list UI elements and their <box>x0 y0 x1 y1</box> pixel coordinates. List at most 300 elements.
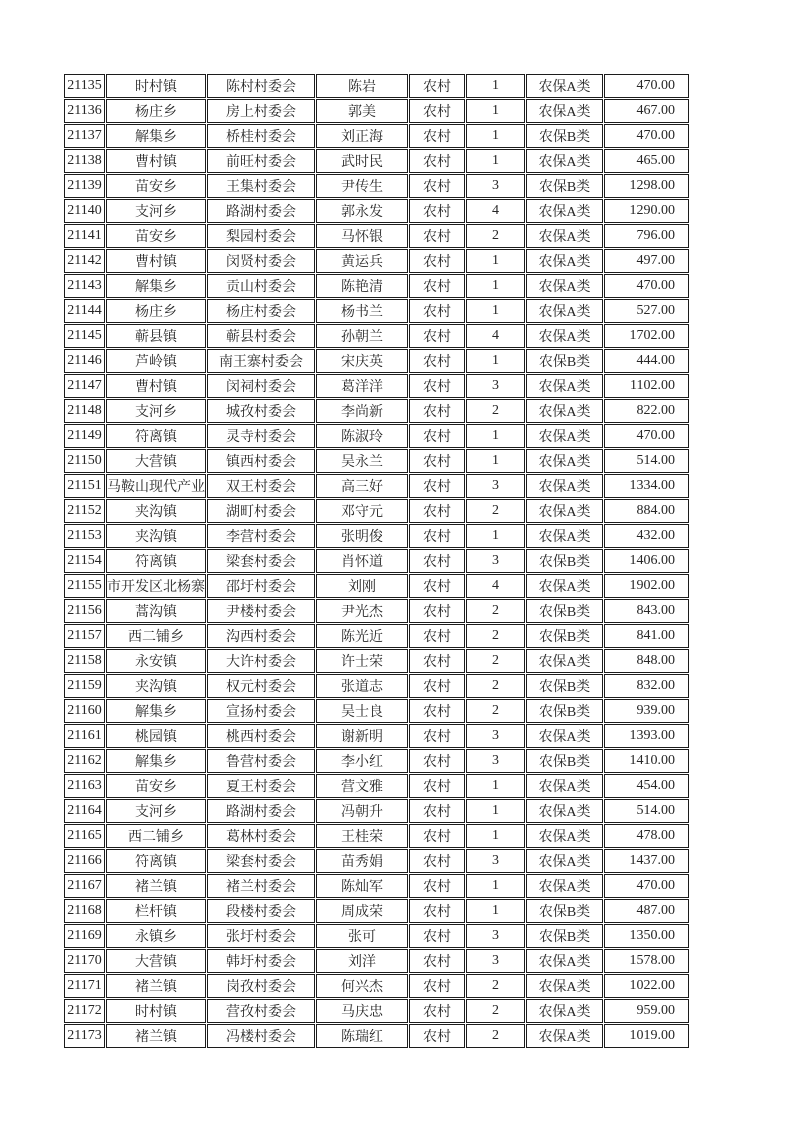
cell-village-committee: 葛林村委会 <box>207 824 315 848</box>
cell-amount: 470.00 <box>604 124 689 148</box>
cell-record-id: 21161 <box>64 724 105 748</box>
cell-insurance-type: 农保A类 <box>526 574 603 598</box>
cell-person-name: 陈岩 <box>316 74 408 98</box>
cell-amount: 884.00 <box>604 499 689 523</box>
table-row <box>64 574 689 598</box>
cell-person-name: 王桂荣 <box>316 824 408 848</box>
cell-person-name: 黄运兵 <box>316 249 408 273</box>
cell-township: 符离镇 <box>106 849 206 873</box>
cell-village-committee: 张圩村委会 <box>207 924 315 948</box>
cell-person-name: 许士荣 <box>316 649 408 673</box>
cell-residence-category: 农村 <box>409 499 465 523</box>
cell-person-name: 马庆忠 <box>316 999 408 1023</box>
cell-village-committee: 房上村委会 <box>207 99 315 123</box>
cell-amount: 1334.00 <box>604 474 689 498</box>
cell-village-committee: 鲁营村委会 <box>207 749 315 773</box>
cell-township: 符离镇 <box>106 424 206 448</box>
cell-village-committee: 冯楼村委会 <box>207 1024 315 1048</box>
table-row <box>64 924 689 948</box>
cell-township: 支河乡 <box>106 799 206 823</box>
cell-person-name: 马怀银 <box>316 224 408 248</box>
cell-amount: 444.00 <box>604 349 689 373</box>
cell-amount: 843.00 <box>604 599 689 623</box>
cell-township: 苗安乡 <box>106 774 206 798</box>
cell-residence-category: 农村 <box>409 224 465 248</box>
cell-insurance-type: 农保B类 <box>526 124 603 148</box>
cell-record-id: 21163 <box>64 774 105 798</box>
cell-township: 西二铺乡 <box>106 824 206 848</box>
cell-insurance-type: 农保A类 <box>526 74 603 98</box>
cell-village-committee: 梁套村委会 <box>207 549 315 573</box>
cell-village-committee: 湖町村委会 <box>207 499 315 523</box>
cell-township: 夹沟镇 <box>106 499 206 523</box>
cell-insurance-type: 农保A类 <box>526 849 603 873</box>
cell-insurance-type: 农保B类 <box>526 349 603 373</box>
cell-record-id: 21154 <box>64 549 105 573</box>
cell-person-count: 2 <box>466 599 525 623</box>
cell-residence-category: 农村 <box>409 349 465 373</box>
cell-insurance-type: 农保A类 <box>526 949 603 973</box>
cell-amount: 1019.00 <box>604 1024 689 1048</box>
cell-village-committee: 桃西村委会 <box>207 724 315 748</box>
cell-township: 符离镇 <box>106 549 206 573</box>
cell-village-committee: 双王村委会 <box>207 474 315 498</box>
cell-person-name: 陈瑞红 <box>316 1024 408 1048</box>
cell-person-count: 3 <box>466 849 525 873</box>
cell-residence-category: 农村 <box>409 174 465 198</box>
cell-village-committee: 尹楼村委会 <box>207 599 315 623</box>
cell-village-committee: 褚兰村委会 <box>207 874 315 898</box>
cell-amount: 1410.00 <box>604 749 689 773</box>
cell-amount: 1578.00 <box>604 949 689 973</box>
cell-person-count: 2 <box>466 1024 525 1048</box>
cell-person-name: 张可 <box>316 924 408 948</box>
cell-insurance-type: 农保A类 <box>526 474 603 498</box>
cell-person-count: 2 <box>466 224 525 248</box>
cell-township: 大营镇 <box>106 949 206 973</box>
cell-residence-category: 农村 <box>409 774 465 798</box>
cell-record-id: 21137 <box>64 124 105 148</box>
cell-record-id: 21164 <box>64 799 105 823</box>
cell-record-id: 21173 <box>64 1024 105 1048</box>
cell-person-name: 孙朝兰 <box>316 324 408 348</box>
cell-person-count: 2 <box>466 624 525 648</box>
cell-village-committee: 营孜村委会 <box>207 999 315 1023</box>
table-row <box>64 374 689 398</box>
cell-village-committee: 南王寨村委会 <box>207 349 315 373</box>
cell-amount: 1298.00 <box>604 174 689 198</box>
cell-township: 支河乡 <box>106 199 206 223</box>
cell-township: 大营镇 <box>106 449 206 473</box>
cell-insurance-type: 农保B类 <box>526 599 603 623</box>
cell-residence-category: 农村 <box>409 574 465 598</box>
cell-residence-category: 农村 <box>409 824 465 848</box>
cell-township: 桃园镇 <box>106 724 206 748</box>
cell-township: 解集乡 <box>106 124 206 148</box>
cell-insurance-type: 农保A类 <box>526 199 603 223</box>
cell-amount: 832.00 <box>604 674 689 698</box>
cell-insurance-type: 农保B类 <box>526 174 603 198</box>
cell-village-committee: 城孜村委会 <box>207 399 315 423</box>
cell-insurance-type: 农保B类 <box>526 549 603 573</box>
cell-village-committee: 大许村委会 <box>207 649 315 673</box>
cell-village-committee: 梨园村委会 <box>207 224 315 248</box>
cell-insurance-type: 农保A类 <box>526 874 603 898</box>
cell-person-count: 1 <box>466 149 525 173</box>
cell-person-count: 3 <box>466 549 525 573</box>
cell-amount: 939.00 <box>604 699 689 723</box>
cell-record-id: 21159 <box>64 674 105 698</box>
cell-village-committee: 闵贤村委会 <box>207 249 315 273</box>
cell-amount: 514.00 <box>604 799 689 823</box>
cell-residence-category: 农村 <box>409 624 465 648</box>
cell-township: 西二铺乡 <box>106 624 206 648</box>
cell-residence-category: 农村 <box>409 799 465 823</box>
cell-residence-category: 农村 <box>409 249 465 273</box>
cell-township: 市开发区北杨寨 <box>106 574 206 598</box>
cell-record-id: 21139 <box>64 174 105 198</box>
cell-village-committee: 陈村村委会 <box>207 74 315 98</box>
cell-amount: 1702.00 <box>604 324 689 348</box>
cell-amount: 1437.00 <box>604 849 689 873</box>
cell-person-count: 3 <box>466 749 525 773</box>
cell-record-id: 21142 <box>64 249 105 273</box>
table-row <box>64 799 689 823</box>
cell-person-name: 刘洋 <box>316 949 408 973</box>
cell-amount: 959.00 <box>604 999 689 1023</box>
cell-residence-category: 农村 <box>409 874 465 898</box>
table-row <box>64 149 689 173</box>
cell-amount: 478.00 <box>604 824 689 848</box>
cell-village-committee: 王集村委会 <box>207 174 315 198</box>
cell-village-committee: 邵圩村委会 <box>207 574 315 598</box>
cell-village-committee: 杨庄村委会 <box>207 299 315 323</box>
cell-record-id: 21138 <box>64 149 105 173</box>
cell-amount: 454.00 <box>604 774 689 798</box>
cell-person-count: 2 <box>466 999 525 1023</box>
cell-record-id: 21141 <box>64 224 105 248</box>
cell-residence-category: 农村 <box>409 699 465 723</box>
table-row <box>64 524 689 548</box>
cell-record-id: 21162 <box>64 749 105 773</box>
cell-person-name: 吴永兰 <box>316 449 408 473</box>
cell-village-committee: 权元村委会 <box>207 674 315 698</box>
cell-insurance-type: 农保A类 <box>526 824 603 848</box>
cell-insurance-type: 农保A类 <box>526 774 603 798</box>
cell-village-committee: 岗孜村委会 <box>207 974 315 998</box>
cell-record-id: 21146 <box>64 349 105 373</box>
cell-residence-category: 农村 <box>409 74 465 98</box>
cell-amount: 1290.00 <box>604 199 689 223</box>
cell-insurance-type: 农保A类 <box>526 799 603 823</box>
table-row <box>64 824 689 848</box>
cell-residence-category: 农村 <box>409 424 465 448</box>
cell-township: 夹沟镇 <box>106 674 206 698</box>
cell-village-committee: 梁套村委会 <box>207 849 315 873</box>
cell-township: 褚兰镇 <box>106 1024 206 1048</box>
cell-insurance-type: 农保A类 <box>526 999 603 1023</box>
cell-person-count: 3 <box>466 949 525 973</box>
cell-village-committee: 路湖村委会 <box>207 799 315 823</box>
cell-record-id: 21160 <box>64 699 105 723</box>
cell-record-id: 21140 <box>64 199 105 223</box>
cell-record-id: 21155 <box>64 574 105 598</box>
table-row <box>64 849 689 873</box>
cell-village-committee: 韩圩村委会 <box>207 949 315 973</box>
cell-person-name: 邓守元 <box>316 499 408 523</box>
cell-village-committee: 路湖村委会 <box>207 199 315 223</box>
table-row <box>64 299 689 323</box>
cell-person-name: 肖怀道 <box>316 549 408 573</box>
cell-village-committee: 前旺村委会 <box>207 149 315 173</box>
cell-insurance-type: 农保A类 <box>526 449 603 473</box>
cell-residence-category: 农村 <box>409 399 465 423</box>
table-row <box>64 899 689 923</box>
cell-residence-category: 农村 <box>409 849 465 873</box>
cell-person-name: 陈光近 <box>316 624 408 648</box>
cell-record-id: 21167 <box>64 874 105 898</box>
cell-record-id: 21150 <box>64 449 105 473</box>
cell-person-count: 1 <box>466 124 525 148</box>
cell-township: 曹村镇 <box>106 149 206 173</box>
cell-person-count: 2 <box>466 499 525 523</box>
cell-person-count: 4 <box>466 324 525 348</box>
cell-person-count: 2 <box>466 399 525 423</box>
cell-township: 蒿沟镇 <box>106 599 206 623</box>
table-row <box>64 274 689 298</box>
cell-residence-category: 农村 <box>409 899 465 923</box>
cell-record-id: 21152 <box>64 499 105 523</box>
cell-village-committee: 夏王村委会 <box>207 774 315 798</box>
cell-village-committee: 蕲县村委会 <box>207 324 315 348</box>
cell-amount: 841.00 <box>604 624 689 648</box>
cell-insurance-type: 农保B类 <box>526 749 603 773</box>
cell-person-name: 尹传生 <box>316 174 408 198</box>
cell-insurance-type: 农保B类 <box>526 924 603 948</box>
cell-person-name: 郭美 <box>316 99 408 123</box>
cell-person-name: 高三好 <box>316 474 408 498</box>
cell-person-count: 4 <box>466 199 525 223</box>
cell-insurance-type: 农保A类 <box>526 524 603 548</box>
cell-amount: 465.00 <box>604 149 689 173</box>
cell-record-id: 21157 <box>64 624 105 648</box>
table-row <box>64 499 689 523</box>
cell-person-count: 1 <box>466 799 525 823</box>
cell-amount: 848.00 <box>604 649 689 673</box>
cell-person-count: 3 <box>466 174 525 198</box>
cell-township: 苗安乡 <box>106 224 206 248</box>
cell-record-id: 21145 <box>64 324 105 348</box>
cell-person-name: 张道志 <box>316 674 408 698</box>
cell-person-name: 葛洋洋 <box>316 374 408 398</box>
records-table-body <box>64 74 689 1048</box>
cell-insurance-type: 农保B类 <box>526 674 603 698</box>
cell-insurance-type: 农保A类 <box>526 149 603 173</box>
cell-township: 永安镇 <box>106 649 206 673</box>
cell-township: 杨庄乡 <box>106 299 206 323</box>
cell-village-committee: 闵祠村委会 <box>207 374 315 398</box>
cell-residence-category: 农村 <box>409 924 465 948</box>
cell-person-name: 吴士良 <box>316 699 408 723</box>
table-row <box>64 949 689 973</box>
table-row <box>64 99 689 123</box>
table-row <box>64 599 689 623</box>
cell-residence-category: 农村 <box>409 749 465 773</box>
table-row <box>64 724 689 748</box>
cell-residence-category: 农村 <box>409 549 465 573</box>
cell-township: 曹村镇 <box>106 249 206 273</box>
cell-person-count: 1 <box>466 524 525 548</box>
cell-insurance-type: 农保A类 <box>526 974 603 998</box>
table-row <box>64 224 689 248</box>
cell-person-count: 1 <box>466 74 525 98</box>
cell-person-name: 营文雅 <box>316 774 408 798</box>
cell-record-id: 21171 <box>64 974 105 998</box>
cell-township: 时村镇 <box>106 74 206 98</box>
cell-person-name: 何兴杰 <box>316 974 408 998</box>
cell-person-count: 1 <box>466 449 525 473</box>
cell-person-name: 李尚新 <box>316 399 408 423</box>
cell-record-id: 21165 <box>64 824 105 848</box>
cell-amount: 1350.00 <box>604 924 689 948</box>
cell-insurance-type: 农保A类 <box>526 499 603 523</box>
cell-amount: 1902.00 <box>604 574 689 598</box>
cell-person-name: 陈灿军 <box>316 874 408 898</box>
cell-township: 解集乡 <box>106 699 206 723</box>
cell-residence-category: 农村 <box>409 474 465 498</box>
cell-insurance-type: 农保A类 <box>526 99 603 123</box>
cell-insurance-type: 农保A类 <box>526 424 603 448</box>
cell-person-name: 苗秀娟 <box>316 849 408 873</box>
cell-residence-category: 农村 <box>409 724 465 748</box>
cell-record-id: 21169 <box>64 924 105 948</box>
table-row <box>64 74 689 98</box>
cell-person-count: 2 <box>466 674 525 698</box>
cell-village-committee: 贡山村委会 <box>207 274 315 298</box>
cell-residence-category: 农村 <box>409 449 465 473</box>
cell-township: 芦岭镇 <box>106 349 206 373</box>
cell-person-name: 谢新明 <box>316 724 408 748</box>
cell-insurance-type: 农保A类 <box>526 224 603 248</box>
table-row <box>64 124 689 148</box>
cell-person-name: 宋庆英 <box>316 349 408 373</box>
cell-township: 杨庄乡 <box>106 99 206 123</box>
cell-person-count: 1 <box>466 299 525 323</box>
cell-township: 时村镇 <box>106 999 206 1023</box>
cell-amount: 470.00 <box>604 874 689 898</box>
cell-amount: 822.00 <box>604 399 689 423</box>
cell-insurance-type: 农保A类 <box>526 324 603 348</box>
cell-person-name: 李小红 <box>316 749 408 773</box>
cell-person-count: 1 <box>466 424 525 448</box>
cell-person-count: 2 <box>466 699 525 723</box>
cell-village-committee: 沟西村委会 <box>207 624 315 648</box>
table-row <box>64 324 689 348</box>
cell-person-count: 1 <box>466 899 525 923</box>
table-row <box>64 449 689 473</box>
table-row <box>64 424 689 448</box>
cell-residence-category: 农村 <box>409 374 465 398</box>
cell-person-count: 1 <box>466 249 525 273</box>
cell-township: 蕲县镇 <box>106 324 206 348</box>
cell-record-id: 21166 <box>64 849 105 873</box>
cell-record-id: 21151 <box>64 474 105 498</box>
table-row <box>64 674 689 698</box>
cell-amount: 796.00 <box>604 224 689 248</box>
cell-amount: 487.00 <box>604 899 689 923</box>
table-row <box>64 199 689 223</box>
cell-residence-category: 农村 <box>409 999 465 1023</box>
cell-village-committee: 段楼村委会 <box>207 899 315 923</box>
cell-residence-category: 农村 <box>409 299 465 323</box>
cell-person-count: 1 <box>466 824 525 848</box>
cell-amount: 1102.00 <box>604 374 689 398</box>
table-row <box>64 974 689 998</box>
cell-insurance-type: 农保A类 <box>526 399 603 423</box>
cell-amount: 1393.00 <box>604 724 689 748</box>
cell-residence-category: 农村 <box>409 274 465 298</box>
cell-amount: 470.00 <box>604 424 689 448</box>
cell-record-id: 21149 <box>64 424 105 448</box>
table-row <box>64 999 689 1023</box>
cell-village-committee: 桥桂村委会 <box>207 124 315 148</box>
cell-township: 支河乡 <box>106 399 206 423</box>
cell-person-name: 刘刚 <box>316 574 408 598</box>
cell-residence-category: 农村 <box>409 1024 465 1048</box>
cell-residence-category: 农村 <box>409 124 465 148</box>
cell-residence-category: 农村 <box>409 649 465 673</box>
cell-amount: 432.00 <box>604 524 689 548</box>
cell-township: 夹沟镇 <box>106 524 206 548</box>
cell-record-id: 21153 <box>64 524 105 548</box>
cell-person-count: 3 <box>466 724 525 748</box>
cell-person-count: 3 <box>466 924 525 948</box>
table-row <box>64 174 689 198</box>
table-row <box>64 874 689 898</box>
cell-amount: 1022.00 <box>604 974 689 998</box>
cell-township: 永镇乡 <box>106 924 206 948</box>
cell-person-count: 1 <box>466 99 525 123</box>
cell-person-name: 武时民 <box>316 149 408 173</box>
cell-residence-category: 农村 <box>409 599 465 623</box>
cell-person-name: 陈淑玲 <box>316 424 408 448</box>
cell-record-id: 21135 <box>64 74 105 98</box>
cell-person-name: 陈艳清 <box>316 274 408 298</box>
cell-person-name: 杨书兰 <box>316 299 408 323</box>
cell-record-id: 21136 <box>64 99 105 123</box>
cell-person-name: 张明俊 <box>316 524 408 548</box>
cell-person-name: 郭永发 <box>316 199 408 223</box>
cell-insurance-type: 农保A类 <box>526 1024 603 1048</box>
cell-record-id: 21143 <box>64 274 105 298</box>
table-row <box>64 749 689 773</box>
cell-person-count: 2 <box>466 649 525 673</box>
cell-person-count: 1 <box>466 874 525 898</box>
cell-village-committee: 镇西村委会 <box>207 449 315 473</box>
cell-record-id: 21156 <box>64 599 105 623</box>
table-row <box>64 349 689 373</box>
cell-person-name: 刘正海 <box>316 124 408 148</box>
cell-township: 栏杆镇 <box>106 899 206 923</box>
table-row <box>64 549 689 573</box>
cell-person-count: 1 <box>466 774 525 798</box>
cell-person-name: 冯朝升 <box>316 799 408 823</box>
cell-amount: 527.00 <box>604 299 689 323</box>
table-row <box>64 649 689 673</box>
cell-record-id: 21144 <box>64 299 105 323</box>
cell-township: 褚兰镇 <box>106 874 206 898</box>
cell-person-count: 3 <box>466 374 525 398</box>
